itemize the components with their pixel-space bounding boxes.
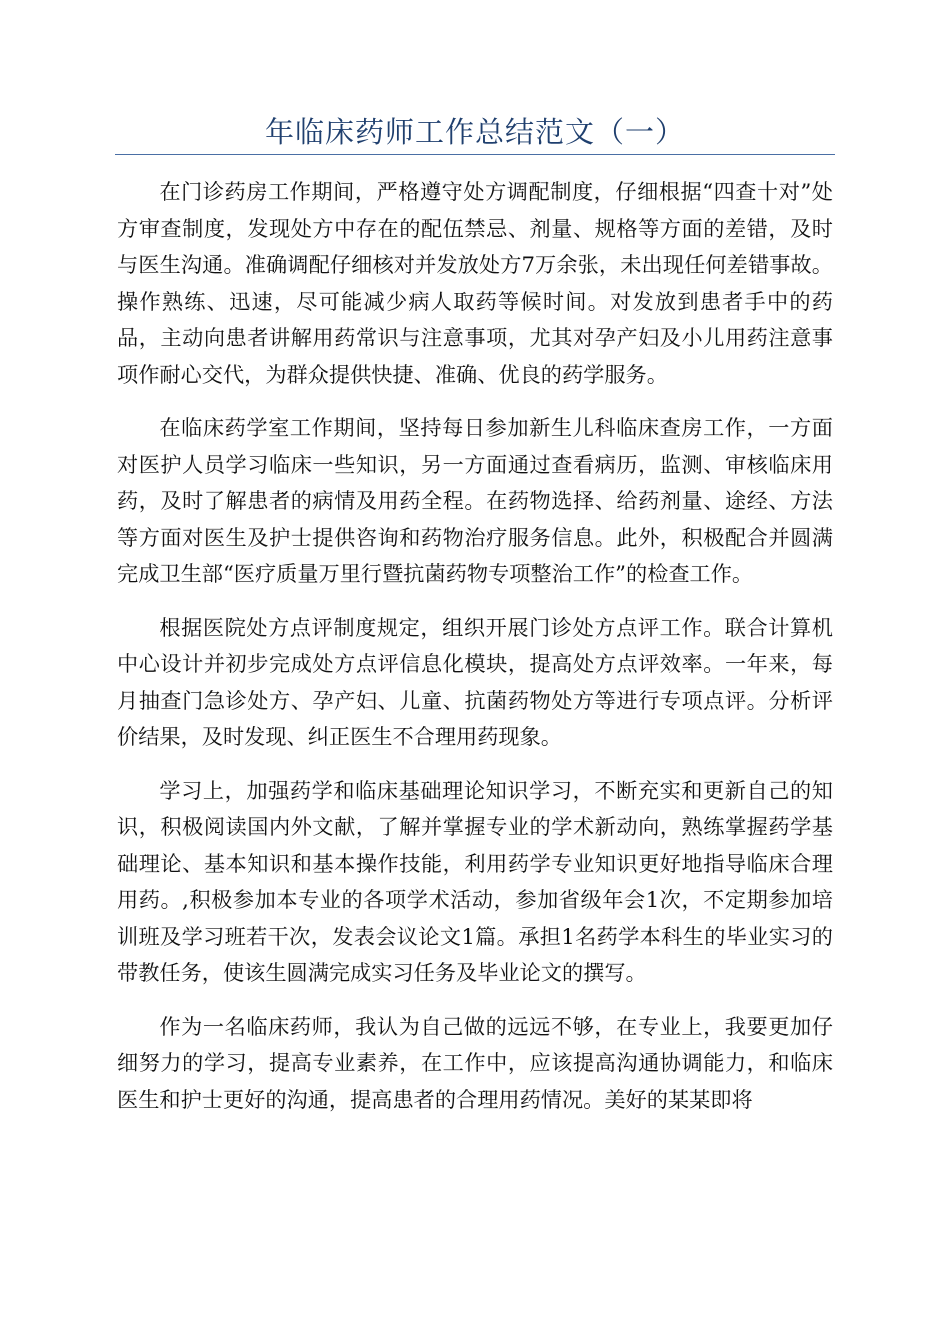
document-title: 年临床药师工作总结范文（一） [264, 115, 685, 149]
paragraph: 在门诊药房工作期间，严格遵守处方调配制度，仔细根据“四查十对”处方审查制度，发现处方中存在的配伍禁忌、剂量、规格等方面的差错，及时与医生沟通。准确调配仔细核对并发放处方7万余张，未出现任何差错事故。操作熟练、迅速，尽可能减少病人取药等候时间。对发放到患者手中的药品，主动向患者讲解用药常识与注意事项，尤其对孕产妇及小儿用药注意事项作耐心交代，为群众提供快捷、准确、优良的药学服务。 [117, 179, 833, 387]
title-underline [115, 154, 835, 155]
paragraph: 学习上，加强药学和临床基础理论知识学习，不断充实和更新自己的知识，积极阅读国内外文献，了解并掌握专业的学术新动向，熟练掌握药学基础理论、基本知识和基本操作技能，利用药学专业知识更好地指导临床合理用药。,积极参加本专业的各项学术活动，参加省级年会1次，不定期参加培训班及学习班若干次，发表会议论文1篇。承担1名药学本科生的毕业实习的带教任务，使该生圆满完成实习任务及毕业论文的撰写。 [117, 777, 833, 985]
document-body [117, 174, 833, 1135]
paragraph: 根据医院处方点评制度规定，组织开展门诊处方点评工作。联合计算机中心设计并初步完成处方点评信息化模块，提高处方点评效率。一年来，每月抽查门急诊处方、孕产妇、儿童、抗菌药物处方等进行专项点评。分析评价结果，及时发现、纠正医生不合理用药现象。 [117, 614, 833, 749]
paragraph: 作为一名临床药师，我认为自己做的远远不够，在专业上，我要更加仔细努力的学习，提高专业素养，在工作中，应该提高沟通协调能力，和临床医生和护士更好的沟通，提高患者的合理用药情况。美好的某某即将 [117, 1013, 833, 1112]
paragraph: 在临床药学室工作期间，坚持每日参加新生儿科临床查房工作，一方面对医护人员学习临床一些知识，另一方面通过查看病历，监测、审核临床用药，及时了解患者的病情及用药全程。在药物选择、给药剂量、途经、方法等方面对医生及护士提供咨询和药物治疗服务信息。此外，积极配合并圆满完成卫生部“医疗质量万里行暨抗菌药物专项整治工作”的检查工作。 [117, 415, 833, 586]
